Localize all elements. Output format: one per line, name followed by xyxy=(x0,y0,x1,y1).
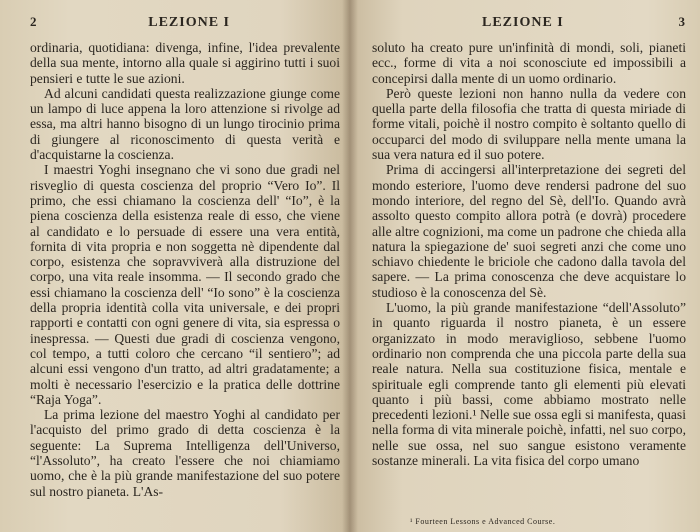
paragraph: Prima di accingersi all'interpretazione dei segreti del mondo esteriore, l'uomo deve rendersi padrone del suo mondo interiore, del regno del Sè, dell'Io. Quando avrà assolto questo compito allora potrà (e dovrà) procedere alle altre cognizioni, ma come un padrone che chieda alla natura la spiegazione de' suoi segreti anzi che come uno schiavo chiedente le briciole che cadono dalla tavola del sapere. — La prima conoscenza che deve acquistare lo studioso è la conoscenza del Sè. xyxy=(372,162,686,300)
running-title: LEZIONE I xyxy=(482,15,564,30)
right-page xyxy=(350,0,700,532)
running-title: LEZIONE I xyxy=(148,15,230,30)
right-page-header xyxy=(372,14,686,32)
left-page-header xyxy=(30,14,340,32)
page-number: 3 xyxy=(678,14,686,29)
paragraph: Però queste lezioni non hanno nulla da vedere con quella parte della filosofia che tratta di questa miriade di forme vitali, poichè il nostro compito è soltanto quello di occuparci del modo di sviluppare nella mente umana la sua vera natura ed il suo potere. xyxy=(372,85,686,163)
paragraph: Ad alcuni candidati questa realizzazione giunge come un lampo di luce appena la loro attenzione si rivolge ad essa, ma altri hanno bisogno di un lungo tirocinio prima di giungere al riconoscimento di questa verità e d'acquistarne la coscienza. xyxy=(30,85,340,163)
paragraph: La prima lezione del maestro Yoghi al candidato per l'acquisto del primo grado di detta coscienza è la seguente: La Suprema Intelligenza dell'Universo, “l'Assoluto”, ha creato l'essere che noi chiamiamo uomo, che è la più grande manifestazione del suo potere sul nostro pianeta. L'As- xyxy=(30,407,340,499)
paragraph: ordinaria, quotidiana: divenga, infine, l'idea prevalente della sua mente, intorno alla quale si aggirino tutti i suoi pensieri e tutte le sue azioni. xyxy=(30,40,340,86)
paragraph: L'uomo, la più grande manifestazione “dell'Assoluto” in quanto riguarda il nostro pianeta, è un essere organizzato in modo meraviglioso, sebbene l'uomo ordinario non comprenda che una piccola parte della sua reale natura. Nella sua costituzione fisica, mentale e spirituale egli comprende tanto gli elementi più elevati quanto i più bassi, come abbiamo mostrato nelle precedenti lezioni.¹ Nelle sue ossa egli si manifesta, quasi nella forma di vita minerale poichè, infatti, nel suo corpo, nelle sue ossa, nel suo sangue esistono veramente sostanze minerali. La vita fisica del corpo umano xyxy=(372,300,686,469)
paragraph: I maestri Yoghi insegnano che vi sono due gradi nel risveglio di questa coscienza del proprio “Vero Io”. Il primo, che essi chiamano la coscienza dell' “Io”, è la piena coscienza della esistenza reale di esso, che viene al candidato e lo persuade di essere una vera entità, fornita di vita propria e non soggetta nè dipendente dal corpo, esistenza che sopravviverà alla distruzione del corpo, una vita reale insomma. — Il secondo grado che essi chiamano la coscienza dell' “Io sono” è la coscienza della propria identità colla vita universale, e dei propri rapporti e contatti con ogni genere di vita, sia espressa o inespressa. — Questi due gradi di coscienza vengono, col tempo, a tutti coloro che cercano “il sentiero”; ad alcuni essi vengono d'un tratto, ad altri gradatamente; a molti è necessario l'esercizio e la pratica delle dottrine “Raja Yoga”. xyxy=(30,162,340,407)
page-number: 2 xyxy=(30,14,38,29)
footnote: ¹ Fourteen Lessons e Advanced Course. xyxy=(410,517,556,526)
paragraph: soluto ha creato pure un'infinità di mondi, soli, pianeti ecc., forme di vita a noi sconosciute ed impossibili a concepirsi dalla mente di un uomo ordinario. xyxy=(372,40,686,86)
